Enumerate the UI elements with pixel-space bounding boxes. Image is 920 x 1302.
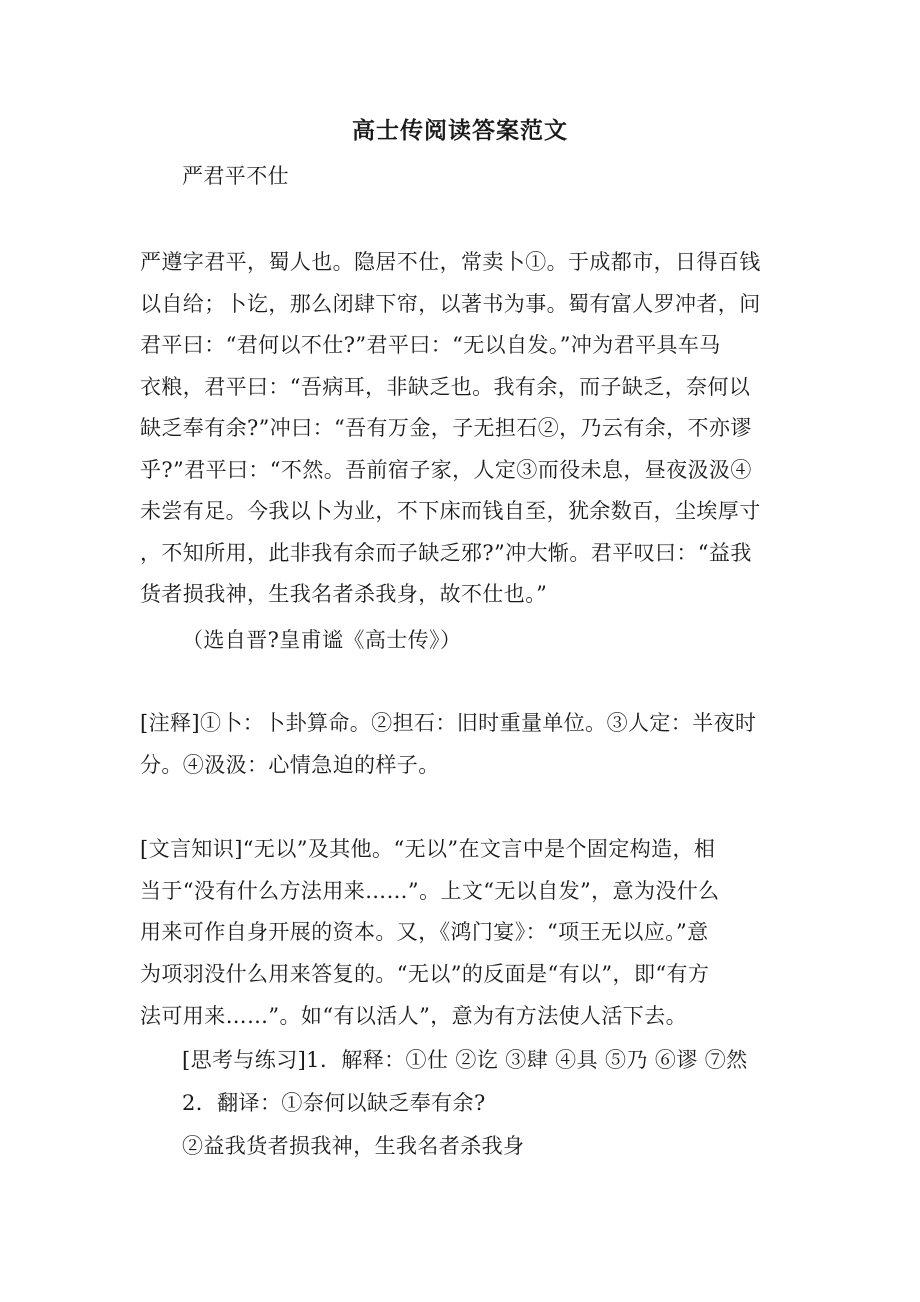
subtitle: 严君平不仕 bbox=[182, 164, 289, 188]
notes-line: 分。④汲汲：心情急迫的样子。 bbox=[140, 753, 440, 777]
knowledge-line: [文言知识]“无以”及其他。“无以”在文言中是个固定构造，相 bbox=[140, 837, 716, 861]
notes-line: [注释]①卜：卜卦算命。②担石：旧时重量单位。③人定：半夜时 bbox=[140, 711, 757, 735]
passage-line: 未尝有足。今我以卜为业，不下床而钱自至，犹余数百，尘埃厚寸 bbox=[140, 499, 761, 523]
passage-line: 缺乏奉有余?”冲曰：“吾有万金，子无担石②，乃云有余，不亦谬 bbox=[140, 416, 752, 440]
exercise-line: ②益我货者损我神，生我名者杀我身 bbox=[182, 1134, 525, 1158]
passage-line: 严遵字君平，蜀人也。隐居不仕，常卖卜①。于成都市，日得百钱 bbox=[140, 250, 761, 274]
passage-line: 以自给；卜讫，那么闭肆下帘，以著书为事。蜀有富人罗冲者，问 bbox=[140, 292, 761, 316]
knowledge-line: 当于“没有什么方法用来……”。上文“无以自发”，意为没什么 bbox=[140, 879, 720, 903]
passage-line: 乎?”君平曰：“不然。吾前宿子家，人定③而役未息，昼夜汲汲④ bbox=[140, 458, 752, 482]
passage-line: ，不知所用，此非我有余而子缺乏邪?”冲大惭。君平叹曰：“益我 bbox=[140, 541, 752, 565]
knowledge-line: 法可用来……”。如“有以活人”，意为有方法使人活下去。 bbox=[140, 1004, 688, 1028]
passage-line: 货者损我神，生我名者杀我身，故不仕也。” bbox=[140, 582, 548, 606]
knowledge-line: 为项羽没什么用来答复的。“无以”的反面是“有以”，即“有方 bbox=[140, 962, 710, 986]
passage-line: 君平曰：“君何以不仕?”君平曰：“无以自发。”冲为君平具车马 bbox=[140, 333, 721, 357]
exercise-line: [思考与练习]1．解释：①仕 ②讫 ③肆 ④具 ⑤乃 ⑥谬 ⑦然 bbox=[182, 1048, 748, 1072]
exercise-line: 2．翻译：①奈何以缺乏奉有余? bbox=[182, 1091, 486, 1115]
knowledge-line: 用来可作自身开展的资本。又，《鸿门宴》：“项王无以应。”意 bbox=[140, 920, 709, 944]
document-title: 高士传阅读答案范文 bbox=[352, 117, 568, 144]
passage-line: 衣粮，君平曰：“吾病耳，非缺乏也。我有余，而子缺乏，奈何以 bbox=[140, 375, 751, 399]
source-citation: （选自晋?皇甫谧《高士传》） bbox=[182, 628, 462, 652]
